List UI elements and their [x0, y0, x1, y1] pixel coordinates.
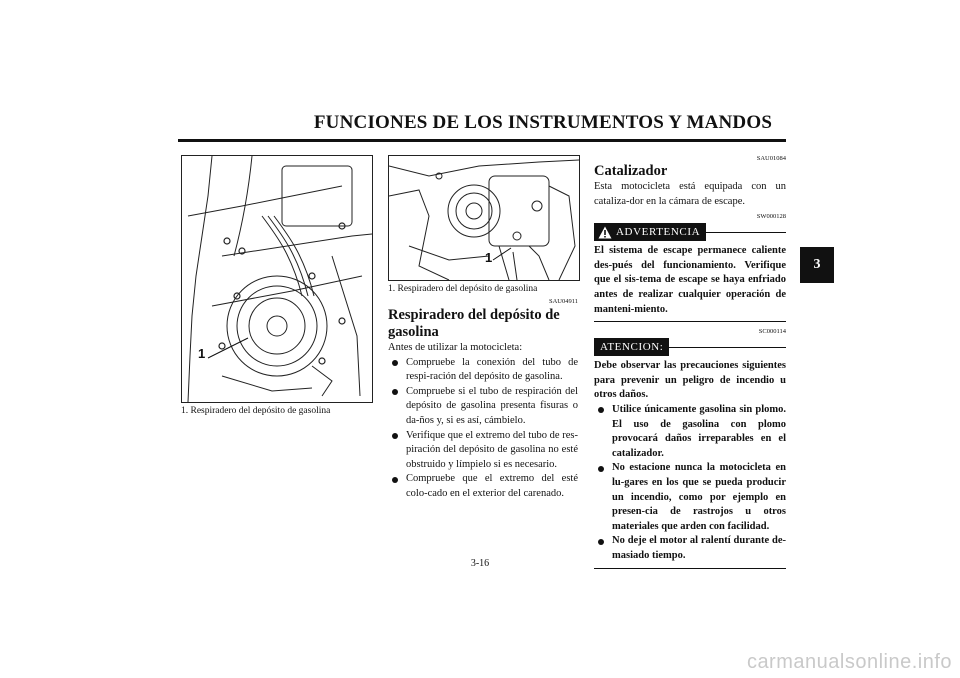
section-code: SAU01084 — [756, 155, 786, 162]
section-heading: Respiradero del depósito de gasolina — [388, 307, 560, 340]
checklist — [388, 356, 578, 502]
warning-header — [594, 223, 786, 241]
warning-end-rule — [594, 321, 786, 322]
section-code: SAU04911 — [548, 298, 578, 305]
caution-end-rule — [594, 568, 786, 569]
bullet-icon — [598, 407, 604, 413]
bullet-icon — [392, 389, 398, 395]
warning-triangle-icon — [598, 226, 612, 239]
figure-caption-middle: 1. Respiradero del depósito de gasolina — [388, 284, 538, 294]
callout-number: 1 — [198, 346, 206, 361]
list-item: No estacione nunca la motocicleta en lu-gares en los que se pueda producir un incendio, como por ejemplo en presen-cia de rastrojos u otros materiales que arden con facilidad. — [594, 461, 786, 534]
page-number: 3-16 — [470, 558, 490, 569]
section-body: Esta motocicleta está equipada con un cataliza-dor en la cámara de escape. — [594, 181, 786, 207]
engine-illustration-left — [181, 155, 373, 403]
warning-rule — [706, 232, 786, 233]
watermark: carmanualsonline.info — [746, 651, 952, 673]
bullet-icon — [598, 539, 604, 545]
list-item: Compruebe la conexión del tubo de respi-ración del depósito de gasolina. — [388, 356, 578, 385]
engine-drawing-left — [182, 156, 372, 402]
warning-label: ADVERTENCIA — [616, 226, 701, 239]
list-item: Compruebe si el tubo de respiración del depósito de gasolina presenta fisuras o da-ños y, si es así, cámbielo. — [388, 385, 578, 429]
caution-label: ATENCION: — [600, 341, 664, 354]
caution-intro: Debe observar las precauciones siguientes para prevenir un peligro de incendio u otros daños. — [594, 360, 786, 401]
warning-text: El sistema de escape permanece caliente des-pués del funcionamiento. Verifique que el sis-tema de escape se haya enfriado antes de realizar cualquier operación de manteni-miento. — [594, 245, 786, 315]
list-item: Verifique que el extremo del tubo de res-piración del depósito de gasolina no esté obstruido y límpielo si es necesario. — [388, 429, 578, 473]
warning-code: SW000128 — [756, 213, 786, 221]
chapter-tab: 3 — [800, 247, 834, 283]
warning-label-box — [594, 223, 706, 241]
page-header-title: FUNCIONES DE LOS INSTRUMENTOS Y MANDOS — [313, 112, 773, 133]
header-rule — [178, 139, 786, 142]
section-fuel-breather — [388, 298, 578, 502]
caution-header — [594, 338, 786, 356]
callout-number: 1 — [485, 250, 493, 265]
section-heading: Catalizador — [594, 163, 668, 179]
list-item: Compruebe que el extremo del esté colo-cado en el exterior del carenado. — [388, 472, 578, 501]
caution-rule — [669, 347, 786, 348]
figure-caption-left: 1. Respiradero del depósito de gasolina — [181, 406, 331, 416]
list-item: Utilice únicamente gasolina sin plomo. El uso de gasolina con plomo provocará daños irreparables en el catalizador. — [594, 403, 786, 461]
bullet-icon — [392, 477, 398, 483]
caution-list — [594, 403, 786, 564]
section-intro: Antes de utilizar la motocicleta: — [388, 342, 523, 353]
bullet-icon — [392, 433, 398, 439]
list-item: No deje el motor al ralentí durante de-masiado tiempo. — [594, 534, 786, 563]
engine-illustration-middle — [388, 155, 580, 281]
bullet-icon — [392, 360, 398, 366]
engine-drawing-middle — [389, 156, 579, 280]
caution-code: SC000114 — [758, 328, 786, 336]
right-column — [594, 155, 786, 569]
caution-label-box — [594, 338, 669, 356]
bullet-icon — [598, 466, 604, 472]
